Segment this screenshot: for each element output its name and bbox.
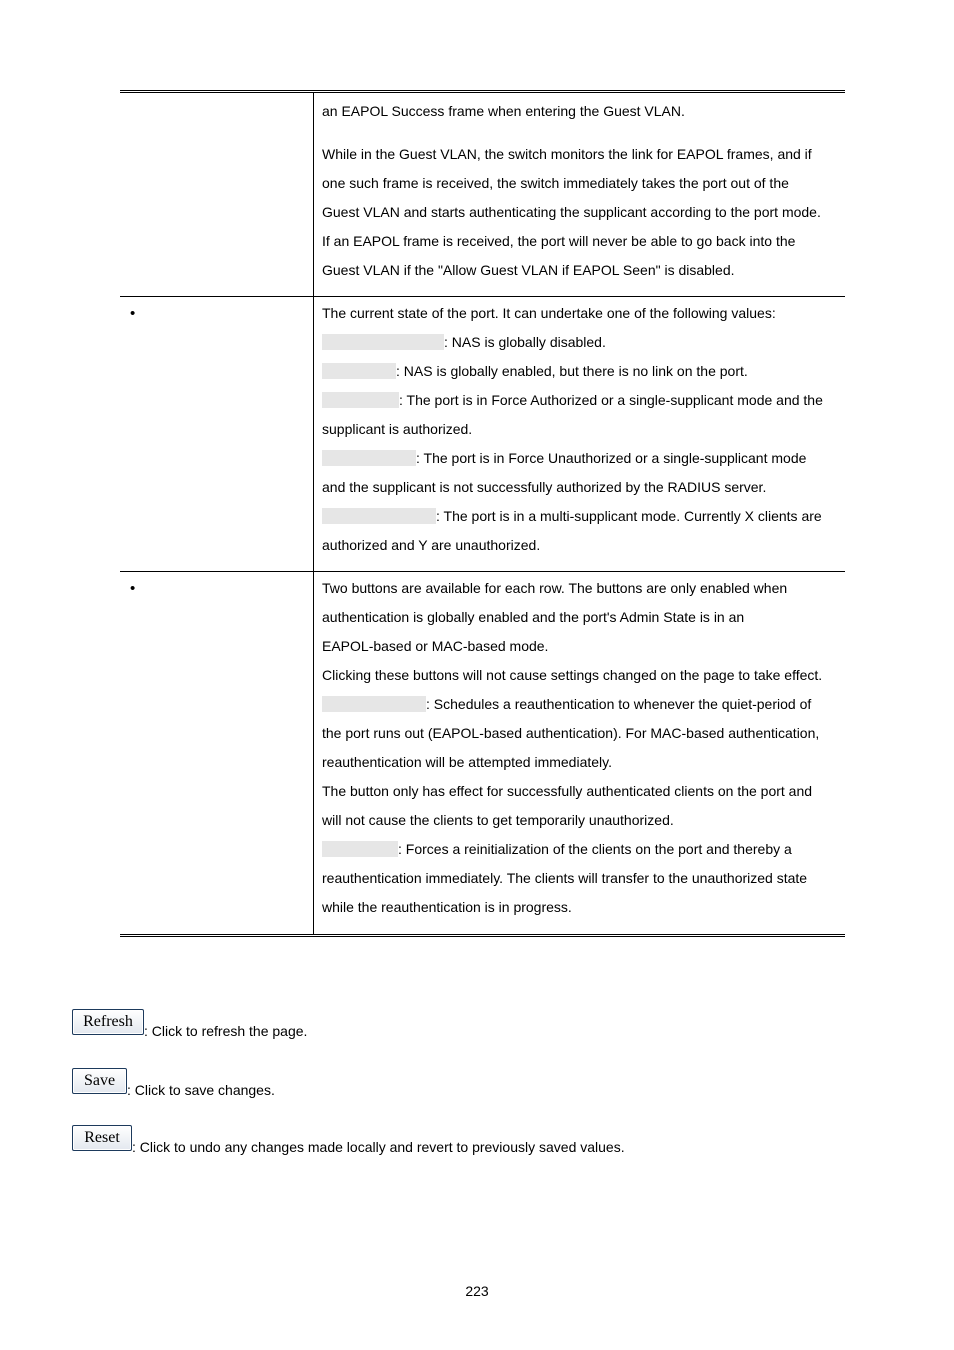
text-line: Two buttons are available for each row. The buttons are only enabled when: [322, 580, 788, 596]
text-line: supplicant is authorized.: [322, 421, 473, 437]
text-line: The current state of the port. It can undertake one of the following values:: [322, 305, 776, 321]
text-line: EAPOL-based or MAC-based mode.: [322, 638, 549, 654]
state-item: : The port is in Force Authorized or a single-supplicant mode and the: [322, 386, 839, 415]
text-line: Clicking these buttons will not cause settings changed on the page to take effect.: [322, 667, 823, 683]
text-line: Guest VLAN and starts authenticating the supplicant according to the port mode.: [322, 204, 821, 220]
text-line: one such frame is received, the switch immediately takes the port out of the: [322, 175, 789, 191]
guest-vlan-description: [322, 97, 839, 285]
save-description: : Click to save changes.: [127, 1082, 275, 1098]
state-item: : NAS is globally disabled.: [322, 328, 839, 357]
page-number: 223: [465, 1283, 489, 1299]
reinit-label-highlight: [322, 841, 398, 857]
reauth-label-highlight: [322, 696, 426, 712]
bullet-restart: •: [130, 580, 136, 597]
state-label-highlight: [322, 334, 444, 350]
state-label-highlight: [322, 508, 436, 524]
text-line: will not cause the clients to get temporarily unauthorized.: [322, 812, 674, 828]
reinit-item: : Forces a reinitialization of the clients on the port and thereby a: [322, 835, 839, 864]
reset-button[interactable]: Reset: [72, 1125, 132, 1151]
state-label-highlight: [322, 392, 399, 408]
text-line: an EAPOL Success frame when entering the Guest VLAN.: [322, 103, 685, 119]
reauth-item: : Schedules a reauthentication to whenever the quiet-period of: [322, 690, 839, 719]
row-divider: [120, 296, 845, 297]
reset-row: [72, 1125, 625, 1155]
state-item: : The port is in Force Unauthorized or a single-supplicant mode: [322, 444, 839, 473]
restart-description: [322, 574, 839, 922]
column-divider: [313, 93, 314, 934]
save-button[interactable]: Save: [72, 1068, 127, 1094]
state-label-highlight: [322, 363, 396, 379]
text-line: the port runs out (EAPOL-based authentication). For MAC-based authentication,: [322, 725, 820, 741]
bullet-port-state: •: [130, 305, 136, 322]
description-table: [120, 90, 845, 937]
port-state-description: [322, 299, 839, 560]
text-line: while the reauthentication is in progress.: [322, 899, 572, 915]
row-divider: [120, 571, 845, 572]
text-line: reauthentication immediately. The clients will transfer to the unauthorized state: [322, 870, 808, 886]
refresh-row: [72, 1009, 308, 1039]
refresh-button[interactable]: Refresh: [72, 1009, 144, 1035]
refresh-description: : Click to refresh the page.: [144, 1023, 308, 1039]
state-label-highlight: [322, 450, 416, 466]
text-line: authorized and Y are unauthorized.: [322, 537, 541, 553]
text-line: authentication is globally enabled and the port's Admin State is in an: [322, 609, 745, 625]
text-line: While in the Guest VLAN, the switch monitors the link for EAPOL frames, and if: [322, 146, 812, 162]
state-item: : NAS is globally enabled, but there is no link on the port.: [322, 357, 839, 386]
text-line: reauthentication will be attempted immediately.: [322, 754, 613, 770]
reset-description: : Click to undo any changes made locally and revert to previously saved values.: [132, 1139, 625, 1155]
text-line: Guest VLAN if the "Allow Guest VLAN if EAPOL Seen" is disabled.: [322, 262, 735, 278]
text-line: and the supplicant is not successfully authorized by the RADIUS server.: [322, 479, 767, 495]
text-line: If an EAPOL frame is received, the port will never be able to go back into the: [322, 233, 796, 249]
state-item: : The port is in a multi-supplicant mode. Currently X clients are: [322, 502, 839, 531]
text-line: The button only has effect for successfully authenticated clients on the port and: [322, 783, 813, 799]
save-row: [72, 1068, 275, 1098]
